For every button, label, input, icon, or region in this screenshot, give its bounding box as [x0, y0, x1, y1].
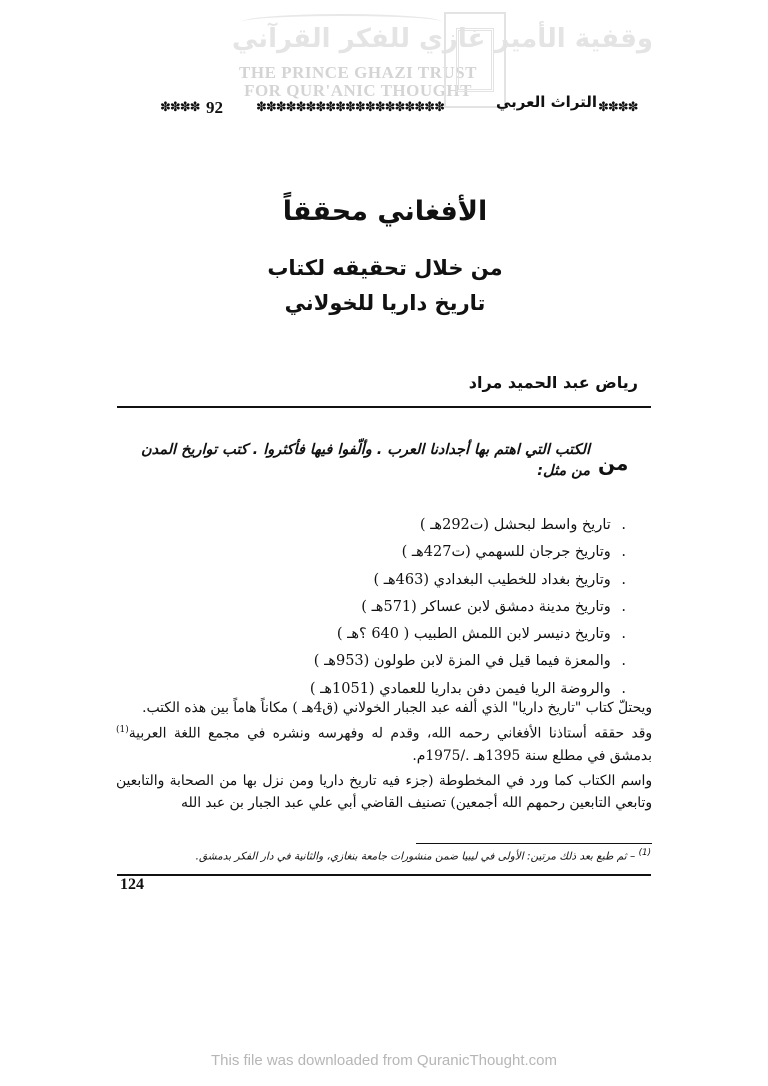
footnote-ref: (1) [116, 725, 129, 735]
paragraph-2 [116, 719, 652, 767]
list-item: . تاريخ واسط لبحشل (ت292هـ ) [186, 512, 626, 539]
download-notice: This file was downloaded from QuranicThought.com [211, 1052, 557, 1069]
list-item: . وتاريخ بغداد للخطيب البغدادي (463هـ ) [186, 567, 626, 594]
list-item: . والمعزة فيما قيل في المزة لابن طولون (953هـ ) [186, 648, 626, 675]
list-item: . وتاريخ جرجان للسهمي (ت427هـ ) [186, 539, 626, 566]
list-item: . وتاريخ دنيسر لابن اللمش الطبيب ( 640 ؟هـ ) [186, 621, 626, 648]
intro-lead-word: من [598, 451, 629, 475]
watermark-line-1: THE PRINCE GHAZI TRUST [239, 63, 477, 82]
city-histories-list [186, 512, 626, 703]
article-author: رياض عبد الحميد مراد [468, 373, 638, 392]
paragraph-3: واسم الكتاب كما ورد في المخطوطة (جزء فيه تاريخ داريا ومن نزل بها من الصحابة والتابعين وتابعي التابعين رحمهم الله أجمعين) تصنيف القاضي أبي علي عبد الجبار بن عبد الله [116, 773, 652, 811]
header-journal-label: التراث العربي [496, 93, 598, 111]
paragraph-1: ويحتلّ كتاب "تاريخ داريا" الذي ألفه عبد الجبار الخولاني (ق4هـ ) مكاناً هاماً بين هذه الكتب. [142, 700, 652, 716]
watermark-line-2: FOR QUR'ANIC THOUGHT [244, 81, 472, 100]
article-subtitle-2: تاريخ داريا للخولاني [284, 291, 486, 315]
list-item: . والروضة الريا فيمن دفن بداريا للعمادي (1051هـ ) [186, 676, 626, 703]
list-item: . وتاريخ مدينة دمشق لابن عساكر (571هـ ) [186, 594, 626, 621]
footnote-divider [416, 843, 652, 844]
paragraph-2-text-a: وقد حققه أستاذنا الأفغاني رحمه الله، وقدم له وفهرسه ونشره في مجمع اللغة العربية [128, 725, 652, 742]
footnote-text: – ثم طبع بعد ذلك مرتين: الأولى في ليبيا ضمن منشورات جامعة بنغازي، والثانية في دار الفكر بدمشق. [195, 850, 639, 863]
intro-text: الكتب التي اهتم بها أجدادنا العرب . وألّفوا فيها فأكثروا . كتب تواريخ المدن من مثل: [140, 442, 590, 479]
page-number: 124 [120, 876, 144, 893]
watermark-arabic-name: وقفية الأمير غازي للفكر القرآني [232, 24, 654, 54]
author-divider [117, 406, 651, 408]
footnote-marker: (1) [638, 848, 651, 858]
header-stars-middle: ✽✽✽✽✽✽✽✽✽✽✽✽✽✽✽✽✽✽✽ [256, 100, 444, 115]
article-title: الأفغاني محققاً [282, 196, 488, 227]
header-page-number: 92 [206, 98, 223, 117]
paragraph-2-text-b: بدمشق في مطلع سنة 1395هـ ./1975م. [412, 747, 652, 764]
article-subtitle-1: من خلال تحقيقه لكتاب [267, 256, 503, 280]
header-stars-right: ✽✽✽✽ [598, 100, 638, 115]
footer-divider [117, 874, 651, 876]
header-stars-left: ✽✽✽✽ [160, 100, 200, 115]
footnote [116, 848, 651, 863]
